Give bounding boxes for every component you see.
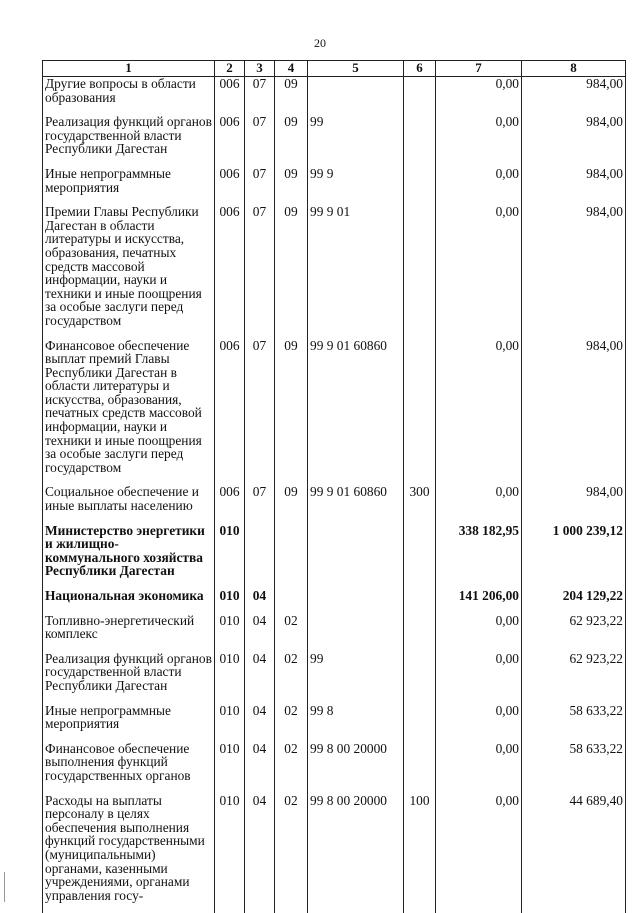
header-col-6: 6 bbox=[404, 61, 436, 77]
cell-name: Топливно-энергетический комплекс bbox=[43, 614, 215, 652]
cell-name: Национальная экономика bbox=[43, 589, 215, 614]
cell-name: Финансовое обеспечение выплат премий Главы Республики Дагестан в области литературы и искусства, образования, печатных средств массовой информации, науки и техники и иные поощрения за особые заслуги перед государством bbox=[43, 339, 215, 486]
cell-c2: 006 bbox=[215, 167, 245, 205]
cell-c8: 58 633,22 bbox=[522, 704, 626, 742]
cell-c5: 99 9 01 60860 bbox=[308, 485, 404, 523]
cell-name: Реализация функций органов государственной власти Республики Дагестан bbox=[43, 652, 215, 704]
cell-c6: 100 bbox=[404, 794, 436, 913]
table-row bbox=[43, 652, 626, 704]
cell-c6 bbox=[404, 742, 436, 794]
cell-c7: 0,00 bbox=[436, 167, 522, 205]
cell-c3 bbox=[245, 524, 275, 589]
cell-c5: 99 bbox=[308, 652, 404, 704]
cell-c4 bbox=[275, 589, 308, 614]
cell-c8: 984,00 bbox=[522, 167, 626, 205]
cell-name: Реализация функций органов государственной власти Республики Дагестан bbox=[43, 115, 215, 167]
cell-name: Социальное обеспечение и иные выплаты населению bbox=[43, 485, 215, 523]
table-body bbox=[43, 77, 626, 913]
cell-c3: 07 bbox=[245, 485, 275, 523]
cell-c5: 99 8 00 20000 bbox=[308, 794, 404, 913]
header-col-1: 1 bbox=[43, 61, 215, 77]
cell-c7: 0,00 bbox=[436, 652, 522, 704]
cell-c4 bbox=[275, 524, 308, 589]
cell-c6 bbox=[404, 205, 436, 338]
table-row bbox=[43, 614, 626, 652]
cell-c4: 02 bbox=[275, 704, 308, 742]
cell-c6 bbox=[404, 614, 436, 652]
cell-c8: 44 689,40 bbox=[522, 794, 626, 913]
cell-c2: 006 bbox=[215, 115, 245, 167]
cell-name: Другие вопросы в области образования bbox=[43, 77, 215, 116]
cell-c2: 006 bbox=[215, 77, 245, 116]
cell-c2: 006 bbox=[215, 339, 245, 486]
cell-c7: 0,00 bbox=[436, 614, 522, 652]
cell-c7: 0,00 bbox=[436, 77, 522, 116]
cell-c4: 09 bbox=[275, 77, 308, 116]
cell-c8: 58 633,22 bbox=[522, 742, 626, 794]
cell-c3: 04 bbox=[245, 589, 275, 614]
cell-c6 bbox=[404, 589, 436, 614]
cell-c4: 02 bbox=[275, 614, 308, 652]
cell-name: Премии Главы Республики Дагестан в области литературы и искусства, образования, печатных средств массовой информации, науки и техники и иные поощрения за особые заслуги перед государством bbox=[43, 205, 215, 338]
cell-c8: 204 129,22 bbox=[522, 589, 626, 614]
cell-c8: 62 923,22 bbox=[522, 652, 626, 704]
cell-c8: 62 923,22 bbox=[522, 614, 626, 652]
cell-name: Финансовое обеспечение выполнения функций государственных органов bbox=[43, 742, 215, 794]
cell-c7: 338 182,95 bbox=[436, 524, 522, 589]
cell-c6 bbox=[404, 77, 436, 116]
cell-c7: 0,00 bbox=[436, 205, 522, 338]
cell-c5: 99 9 01 60860 bbox=[308, 339, 404, 486]
cell-c2: 010 bbox=[215, 524, 245, 589]
cell-name: Расходы на выплаты персоналу в целях обеспечения выполнения функций государственными (муниципальными) органами, казенными учреждениями, органами управления госу- bbox=[43, 794, 215, 913]
cell-c8: 984,00 bbox=[522, 77, 626, 116]
cell-c4: 02 bbox=[275, 794, 308, 913]
cell-c3: 04 bbox=[245, 794, 275, 913]
cell-c7: 0,00 bbox=[436, 742, 522, 794]
cell-c2: 010 bbox=[215, 794, 245, 913]
header-col-7: 7 bbox=[436, 61, 522, 77]
cell-c6: 300 bbox=[404, 485, 436, 523]
cell-c5: 99 9 bbox=[308, 167, 404, 205]
header-col-4: 4 bbox=[275, 61, 308, 77]
cell-c8: 984,00 bbox=[522, 485, 626, 523]
table-row bbox=[43, 589, 626, 614]
header-col-2: 2 bbox=[215, 61, 245, 77]
cell-c3: 04 bbox=[245, 614, 275, 652]
table-row bbox=[43, 485, 626, 523]
header-col-5: 5 bbox=[308, 61, 404, 77]
cell-c7: 0,00 bbox=[436, 704, 522, 742]
cell-c4: 02 bbox=[275, 652, 308, 704]
header-col-8: 8 bbox=[522, 61, 626, 77]
cell-c6 bbox=[404, 115, 436, 167]
cell-c7: 0,00 bbox=[436, 485, 522, 523]
cell-c8: 984,00 bbox=[522, 115, 626, 167]
cell-c4: 09 bbox=[275, 115, 308, 167]
header-col-3: 3 bbox=[245, 61, 275, 77]
table-row bbox=[43, 115, 626, 167]
cell-c3: 04 bbox=[245, 704, 275, 742]
cell-c2: 010 bbox=[215, 589, 245, 614]
cell-c2: 010 bbox=[215, 652, 245, 704]
page-number: 20 bbox=[0, 36, 640, 51]
table-row bbox=[43, 205, 626, 338]
table-row bbox=[43, 794, 626, 913]
cell-c6 bbox=[404, 524, 436, 589]
cell-c2: 006 bbox=[215, 205, 245, 338]
cell-c8: 984,00 bbox=[522, 205, 626, 338]
cell-c5 bbox=[308, 524, 404, 589]
cell-c5: 99 bbox=[308, 115, 404, 167]
cell-c3: 07 bbox=[245, 77, 275, 116]
table-row bbox=[43, 77, 626, 116]
cell-c5 bbox=[308, 77, 404, 116]
cell-c7: 0,00 bbox=[436, 339, 522, 486]
table-row bbox=[43, 339, 626, 486]
table-header-row bbox=[43, 61, 626, 77]
cell-c5: 99 8 bbox=[308, 704, 404, 742]
cell-c3: 07 bbox=[245, 205, 275, 338]
cell-c4: 09 bbox=[275, 339, 308, 486]
table-row bbox=[43, 704, 626, 742]
cell-c5 bbox=[308, 614, 404, 652]
table-row bbox=[43, 742, 626, 794]
cell-c2: 010 bbox=[215, 614, 245, 652]
cell-c3: 04 bbox=[245, 742, 275, 794]
cell-c2: 010 bbox=[215, 742, 245, 794]
cell-c6 bbox=[404, 704, 436, 742]
cell-c7: 0,00 bbox=[436, 115, 522, 167]
cell-c6 bbox=[404, 652, 436, 704]
cell-c6 bbox=[404, 339, 436, 486]
cell-c2: 006 bbox=[215, 485, 245, 523]
cell-c7: 0,00 bbox=[436, 794, 522, 913]
margin-mark bbox=[4, 872, 5, 902]
cell-c4: 09 bbox=[275, 485, 308, 523]
table-row bbox=[43, 167, 626, 205]
cell-c5: 99 9 01 bbox=[308, 205, 404, 338]
cell-c3: 07 bbox=[245, 115, 275, 167]
cell-c6 bbox=[404, 167, 436, 205]
table-row bbox=[43, 524, 626, 589]
cell-c3: 07 bbox=[245, 339, 275, 486]
cell-c7: 141 206,00 bbox=[436, 589, 522, 614]
cell-c4: 09 bbox=[275, 205, 308, 338]
cell-c4: 09 bbox=[275, 167, 308, 205]
cell-c2: 010 bbox=[215, 704, 245, 742]
cell-c4: 02 bbox=[275, 742, 308, 794]
cell-name: Иные непрограммные мероприятия bbox=[43, 167, 215, 205]
cell-c3: 07 bbox=[245, 167, 275, 205]
cell-c8: 984,00 bbox=[522, 339, 626, 486]
cell-c3: 04 bbox=[245, 652, 275, 704]
budget-table bbox=[42, 60, 626, 913]
cell-name: Министерство энергетики и жилищно-коммунального хозяйства Республики Дагестан bbox=[43, 524, 215, 589]
cell-c5: 99 8 00 20000 bbox=[308, 742, 404, 794]
cell-c5 bbox=[308, 589, 404, 614]
cell-c8: 1 000 239,12 bbox=[522, 524, 626, 589]
cell-name: Иные непрограммные мероприятия bbox=[43, 704, 215, 742]
